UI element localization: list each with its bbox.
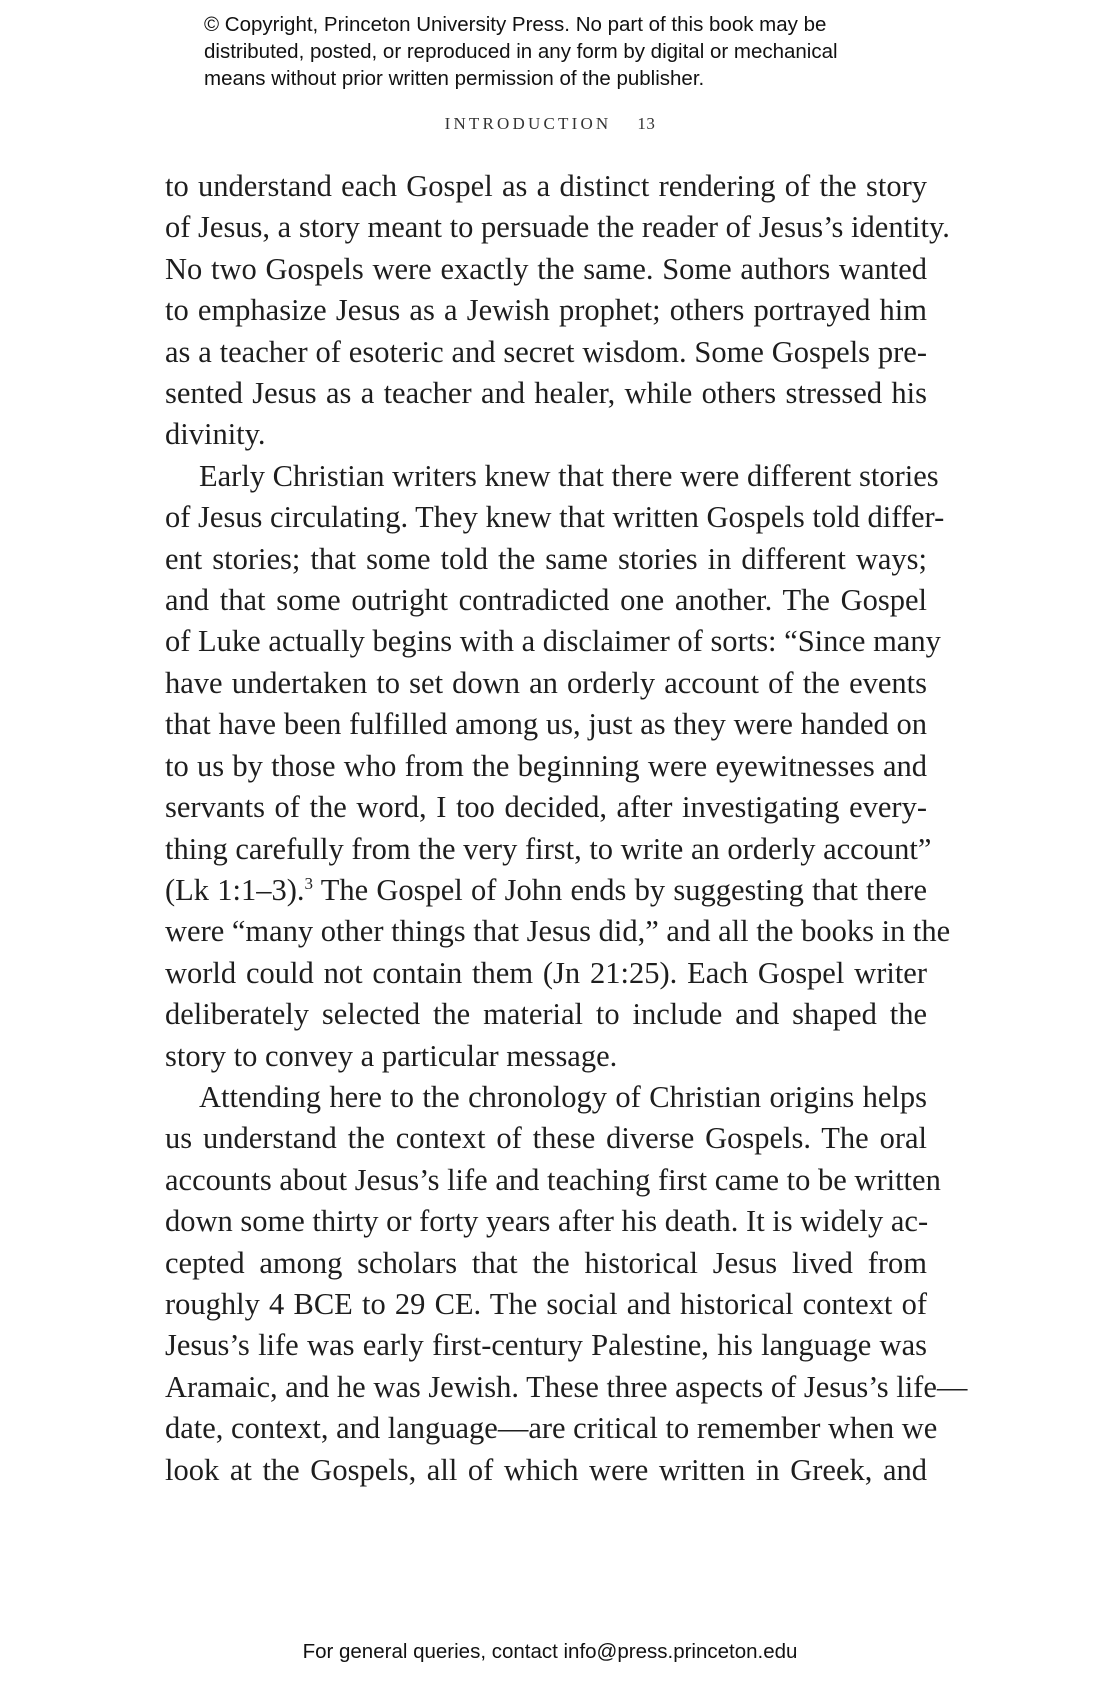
footnote-marker: 3 <box>304 873 314 893</box>
paragraph-3 <box>165 1077 968 1491</box>
text-line: to us by those who from the beginning were eyewitnesses and <box>165 748 927 783</box>
text-line: to understand each Gospel as a distinct rendering of the story <box>165 169 927 203</box>
text-line: roughly 4 BCE to 29 CE. The social and historical context of <box>165 1286 927 1321</box>
paragraph-2 <box>165 456 951 1077</box>
copyright-line: means without prior written permission of the publisher. <box>204 67 705 90</box>
text-line: of Jesus, a story meant to persuade the reader of Jesus’s identity. <box>165 210 950 245</box>
text-line: and that some outright contradicted one another. The Gospel <box>165 583 927 618</box>
copyright-line: © Copyright, Princeton University Press. No part of this book may be <box>204 13 827 36</box>
text-line: look at the Gospels, all of which were written in Greek, and <box>165 1452 927 1487</box>
text-line: that have been fulfilled among us, just as they were handed on <box>165 707 927 742</box>
text-line: of Jesus circulating. They knew that written Gospels told differ- <box>165 500 945 535</box>
text-line-with-footnote <box>165 870 927 911</box>
text-line: Aramaic, and he was Jewish. These three aspects of Jesus’s life— <box>165 1369 968 1404</box>
text-line: were “many other things that Jesus did,” and all the books in the <box>165 914 951 949</box>
text-line: cepted among scholars that the historical Jesus lived from <box>165 1245 927 1280</box>
text-line: story to convey a particular message. <box>165 1038 618 1073</box>
paragraph-1 <box>165 166 950 456</box>
text-line: ent stories; that some told the same stories in different ways; <box>165 541 927 576</box>
text-fragment: The Gospel of John ends by suggesting that there <box>313 872 927 907</box>
copyright-line: distributed, posted, or reproduced in any form by digital or mechanical <box>204 40 838 63</box>
section-title: INTRODUCTION <box>444 114 612 133</box>
page-body <box>165 166 968 1491</box>
text-line: of Luke actually begins with a disclaimer of sorts: “Since many <box>165 624 941 659</box>
text-line: down some thirty or forty years after his death. It is widely ac- <box>165 1204 929 1239</box>
text-line: have undertaken to set down an orderly account of the events <box>165 665 927 700</box>
text-line: world could not contain them (Jn 21:25). Each Gospel writer <box>165 955 927 990</box>
text-line: No two Gospels were exactly the same. Some authors wanted <box>165 251 927 286</box>
text-line: accounts about Jesus’s life and teaching first came to be written <box>165 1162 941 1197</box>
text-line: Attending here to the chronology of Christian origins helps <box>199 1079 927 1114</box>
text-line: us understand the context of these diverse Gospels. The oral <box>165 1121 927 1156</box>
page-number: 13 <box>637 114 656 133</box>
text-line: to emphasize Jesus as a Jewish prophet; others portrayed him <box>165 293 927 328</box>
text-line: thing carefully from the very first, to write an orderly account” <box>165 831 932 866</box>
text-line: Jesus’s life was early first-century Palestine, his language was <box>165 1328 927 1363</box>
citation: (Lk 1:1–3). <box>165 872 305 907</box>
text-line: as a teacher of esoteric and secret wisdom. Some Gospels pre- <box>165 334 927 369</box>
text-line: sented Jesus as a teacher and healer, while others stressed his <box>165 376 927 411</box>
text-line: divinity. <box>165 417 266 452</box>
running-head <box>0 114 1100 134</box>
text-line: Early Christian writers knew that there were different stories <box>199 458 939 493</box>
copyright-notice <box>204 11 964 92</box>
text-line: date, context, and language—are critical to remember when we <box>165 1411 938 1446</box>
footer-contact: For general queries, contact info@press.princeton.edu <box>302 1640 798 1663</box>
text-line: deliberately selected the material to include and shaped the <box>165 997 927 1032</box>
text-line: servants of the word, I too decided, after investigating every- <box>165 790 927 825</box>
